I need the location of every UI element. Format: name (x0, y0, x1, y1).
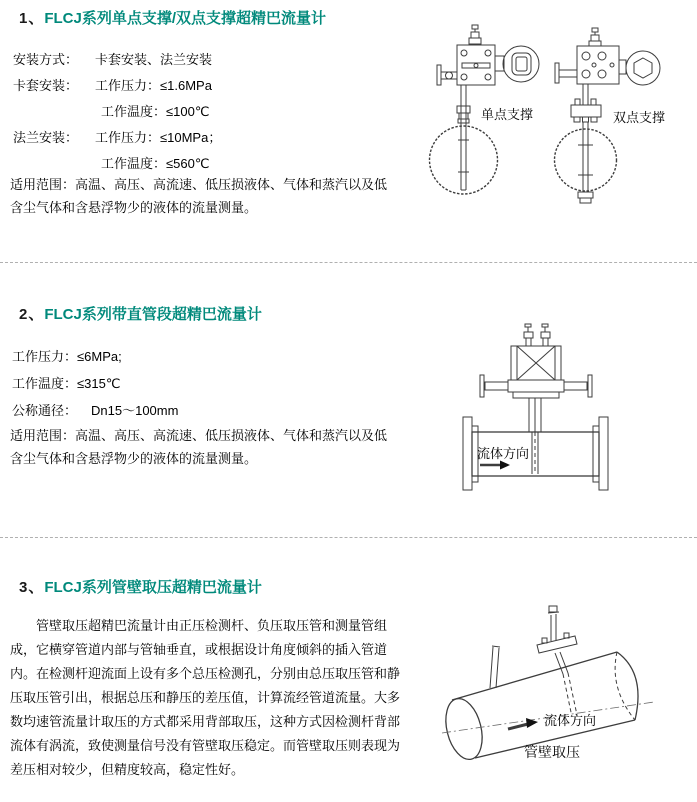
spec-value: 工作压力：≤10MPa； (95, 130, 222, 145)
spec-row (13, 125, 221, 151)
pipe-wall-tapping-diagram (420, 595, 697, 802)
spec-value: 工作温度：≤560℃ (101, 156, 210, 171)
section-1-number: 1、 (19, 10, 45, 27)
straight-pipe-instrument-drawing (463, 324, 608, 490)
section-1-specs (13, 47, 221, 177)
spec-label: 公称通径： (12, 403, 78, 418)
spec-label: 工作压力： (12, 349, 78, 364)
section-divider (0, 262, 697, 263)
section-3-title (19, 576, 262, 597)
section-2-title (19, 303, 262, 324)
section-1-title-text: FLCJ系列单点支撑/双点支撑超精巴流量计 (44, 10, 327, 27)
section-divider (0, 537, 697, 538)
spec-value: 卡套安装、法兰安装 (95, 52, 213, 67)
pipe-wall-tapping-drawing (420, 595, 697, 802)
spec-label: 法兰安装： (13, 130, 79, 145)
pipe-wall-tapping-caption: 管壁取压 (524, 744, 580, 760)
spec-row (13, 99, 221, 125)
spec-value: 工作温度：≤100℃ (101, 104, 210, 119)
spec-row (12, 397, 178, 424)
section-3-title-text: FLCJ系列管壁取压超精巴流量计 (44, 579, 262, 596)
straight-pipe-diagram (425, 322, 697, 502)
section-1-scope: 适用范围：高温、高压、高流速、低压损液体、气体和蒸汽以及低含尘气体和含悬浮物少的液体的流量测量。 (10, 177, 388, 215)
section-3-paragraph: 管壁取压超精巴流量计由正压检测杆、负压取压管和测量管组成，它横穿管道内部与管轴垂直，或根据设计角度倾斜的插入管道内。在检测杆迎流面上设有多个总压检测孔，分别由总压取压管和静压取压管引出，根据总压和静压的差压值，计算流经管道流量。大多数均速管流量计取压的方式都采用背部取压，这种方式因检测杆背部流体有涡流，致使测量信号没有管壁取压稳定。而管壁取压则表现为差压相对较少，但精度较高，稳定性好。 (10, 618, 401, 777)
support-type-diagram (425, 20, 697, 225)
spec-label: 卡套安装： (13, 78, 79, 93)
spec-row (12, 343, 178, 370)
spec-value: 工作压力：≤1.6MPa (95, 78, 212, 93)
flow-direction-label: 流体方向 (544, 713, 597, 728)
section-1-title (19, 7, 326, 28)
section-2-title-text: FLCJ系列带直管段超精巴流量计 (44, 306, 262, 323)
spec-label: 工作温度： (12, 376, 78, 391)
spec-row (13, 73, 221, 99)
section-2-specs (12, 343, 178, 424)
spec-row (13, 47, 221, 73)
section-3-number: 3、 (19, 579, 45, 596)
flow-direction-label: 流体方向 (477, 446, 530, 461)
spec-value: ≤315℃ (77, 376, 121, 391)
tilted-pipe-drawing (440, 606, 654, 763)
single-point-support-label: 单点支撑 (481, 107, 534, 122)
support-type-drawing (425, 20, 697, 225)
spec-row (12, 370, 178, 397)
straight-pipe-drawing (425, 322, 697, 502)
spec-label: 安装方式： (13, 52, 79, 67)
double-point-support-label: 双点支撑 (613, 110, 666, 125)
section-2-number: 2、 (19, 306, 45, 323)
section-2-scope: 适用范围：高温、高压、高流速、低压损液体、气体和蒸汽以及低含尘气体和含悬浮物少的液体的流量测量。 (10, 428, 388, 466)
spec-value: ≤6MPa; (77, 349, 122, 364)
spec-value: Dn15～100mm (91, 403, 179, 418)
